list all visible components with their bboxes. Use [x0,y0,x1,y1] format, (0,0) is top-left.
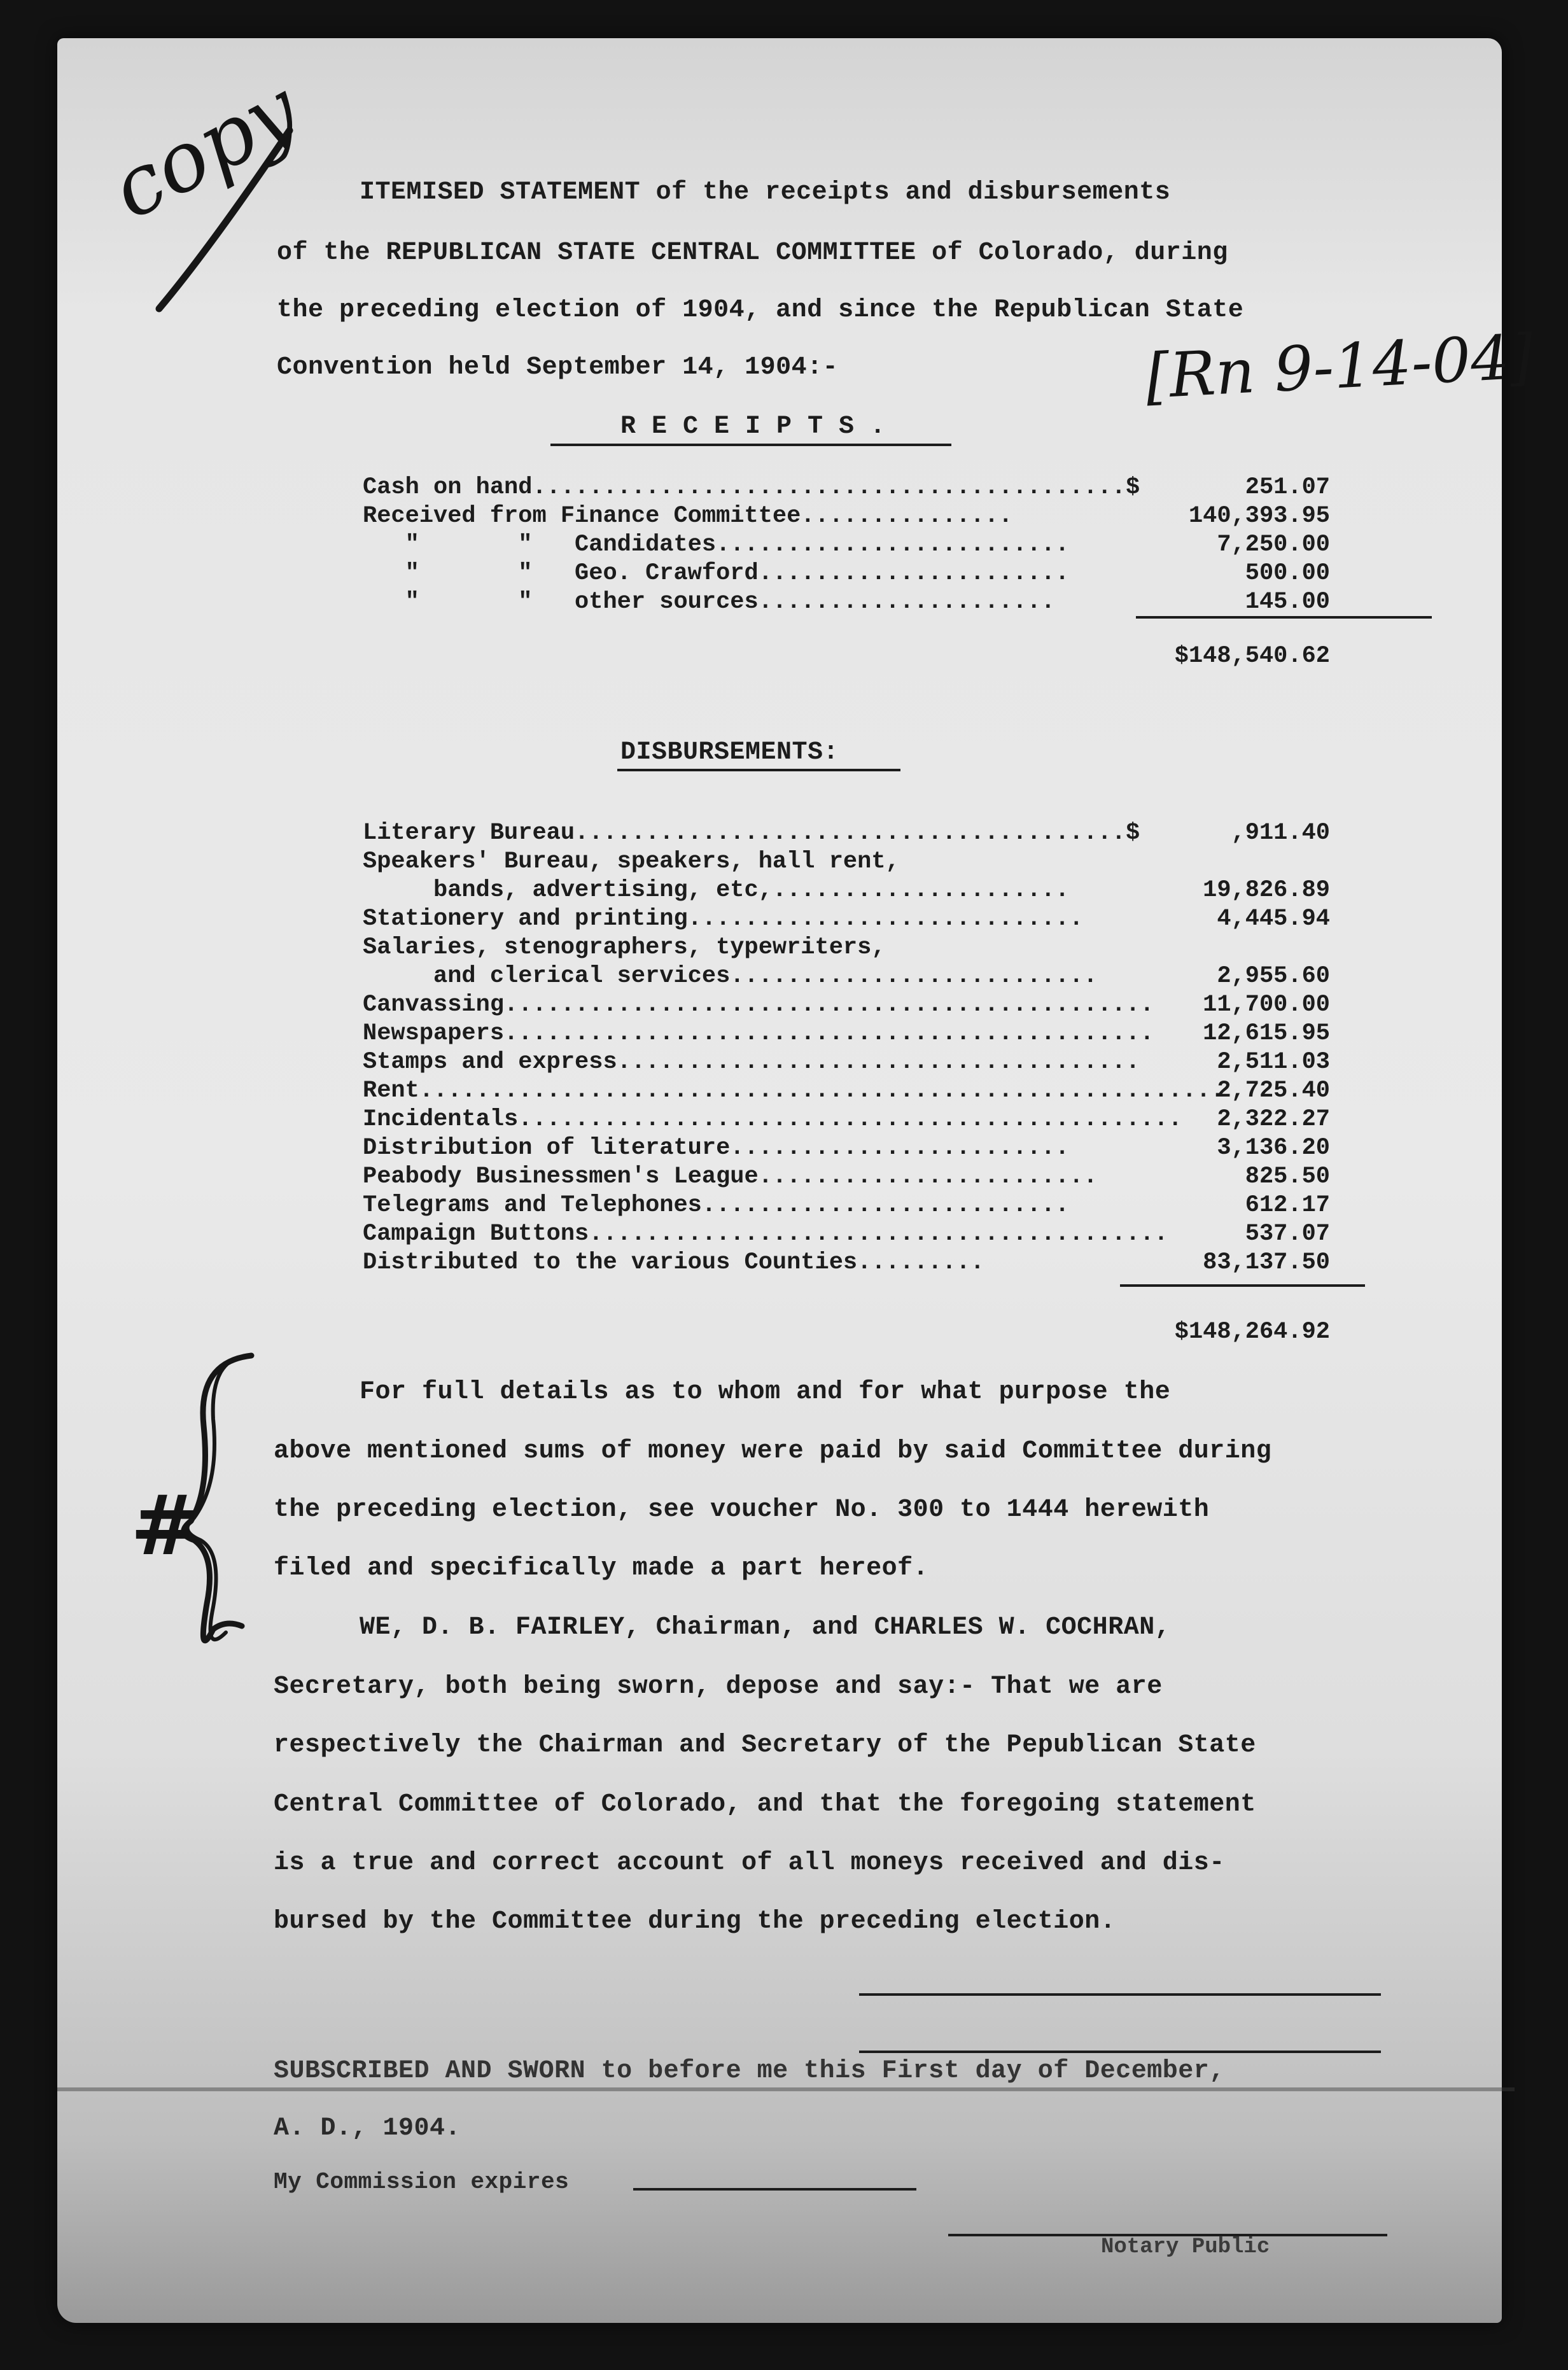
receipt-label-3: " " Candidates......................... [363,531,1070,558]
header-line-3: the preceding election of 1904, and since the Republican State [277,296,1244,325]
receipts-total-rule [1136,616,1432,619]
date-handwriting: [Rn 9-14-04] [1144,321,1536,412]
year-line: A. D., 1904. [274,2114,461,2143]
disb-amount-8: 12,615.95 [1203,1020,1330,1047]
header-line-4: Convention held September 14, 1904:- [277,353,839,382]
disbursements-total: $148,264.92 [1174,1319,1330,1345]
disbursements-total-rule [1120,1284,1365,1287]
disb-label-8: Newspapers.............................................. [363,1020,1154,1047]
disb-amount-11: 2,322.27 [1217,1106,1330,1133]
disb-label-5: Salaries, stenographers, typewriters, [363,934,886,961]
details-line-4: filed and specifically made a part hereof. [274,1554,929,1583]
details-line-1: For full details as to whom and for what purpose the [360,1378,1171,1406]
receipt-amount-4: 500.00 [1245,560,1330,587]
receipt-amount-3: 7,250.00 [1217,531,1330,558]
disb-label-13: Peabody Businessmen's League........................ [363,1163,1098,1190]
disb-label-14: Telegrams and Telephones.......................... [363,1192,1070,1219]
receipts-total: $148,540.62 [1174,643,1330,670]
disb-amount-1: ,911.40 [1231,820,1330,846]
header-line-2: of the REPUBLICAN STATE CENTRAL COMMITTEE of Colorado, during [277,239,1228,267]
disb-amount-14: 612.17 [1245,1192,1330,1219]
oath-line-6: bursed by the Committee during the preceding election. [274,1907,1116,1936]
oath-line-2: Secretary, both being sworn, depose and say:- That we are [274,1672,1163,1701]
oath-line-1: WE, D. B. FAIRLEY, Chairman, and CHARLES W. COCHRAN, [360,1613,1171,1642]
disb-amount-3: 19,826.89 [1203,877,1330,904]
disb-amount-6: 2,955.60 [1217,963,1330,990]
signature-line-1 [859,1993,1381,1996]
receipt-amount-1: 251.07 [1245,474,1330,501]
copy-handwriting: copy [95,60,314,239]
receipts-heading: R E C E I P T S . [620,412,886,441]
hash-mark: # [130,1476,200,1574]
disb-amount-12: 3,136.20 [1217,1135,1330,1161]
receipt-amount-2: 140,393.95 [1188,503,1330,529]
details-line-2: above mentioned sums of money were paid by said Committee during [274,1437,1272,1466]
receipt-amount-5: 145.00 [1245,589,1330,615]
disb-amount-7: 11,700.00 [1203,992,1330,1018]
disb-label-9: Stamps and express..................................... [363,1049,1140,1076]
disb-label-15: Campaign Buttons......................................... [363,1221,1168,1247]
signature-line-2 [859,2051,1381,2053]
disb-label-11: Incidentals............................................... [363,1106,1182,1133]
notary-caption: Notary Public [1101,2235,1270,2259]
disbursements-heading: DISBURSEMENTS: [620,738,839,767]
receipt-label-2: Received from Finance Committee............... [363,503,1013,529]
disb-label-7: Canvassing.............................................. [363,992,1154,1018]
disb-amount-13: 825.50 [1245,1163,1330,1190]
disb-label-10: Rent......................................................... [363,1077,1225,1104]
disb-label-3: bands, advertising, etc,..................... [363,877,1070,904]
disb-amount-4: 4,445.94 [1217,906,1330,932]
oath-line-3: respectively the Chairman and Secretary of the Pepublican State [274,1731,1256,1760]
oath-line-4: Central Committee of Colorado, and that the foregoing statement [274,1790,1256,1819]
disb-label-1: Literary Bureau.......................................$ [363,820,1140,846]
disb-label-16: Distributed to the various Counties......... [363,1249,984,1276]
disb-label-12: Distribution of literature........................ [363,1135,1070,1161]
receipt-label-1: Cash on hand..........................................$ [363,474,1140,501]
receipt-label-4: " " Geo. Crawford...................... [363,560,1070,587]
disb-label-6: and clerical services.......................... [363,963,1098,990]
disb-amount-15: 537.07 [1245,1221,1330,1247]
disb-amount-10: 2,725.40 [1217,1077,1330,1104]
details-line-3: the preceding election, see voucher No. 300 to 1444 herewith [274,1496,1210,1524]
disb-amount-16: 83,137.50 [1203,1249,1330,1276]
oath-line-5: is a true and correct account of all moneys received and dis- [274,1849,1225,1877]
disb-label-4: Stationery and printing............................ [363,906,1084,932]
disb-amount-9: 2,511.03 [1217,1049,1330,1076]
disbursements-heading-underline [617,769,900,771]
subscribed-line: SUBSCRIBED AND SWORN to before me this First day of December, [274,2057,1225,2086]
commission-line: My Commission expires [274,2169,570,2195]
header-line-1: ITEMISED STATEMENT of the receipts and disbursements [360,178,1171,207]
receipt-label-5: " " other sources..................... [363,589,1055,615]
commission-blank [633,2188,916,2191]
disb-label-2: Speakers' Bureau, speakers, hall rent, [363,848,900,875]
receipts-heading-underline [550,444,951,446]
